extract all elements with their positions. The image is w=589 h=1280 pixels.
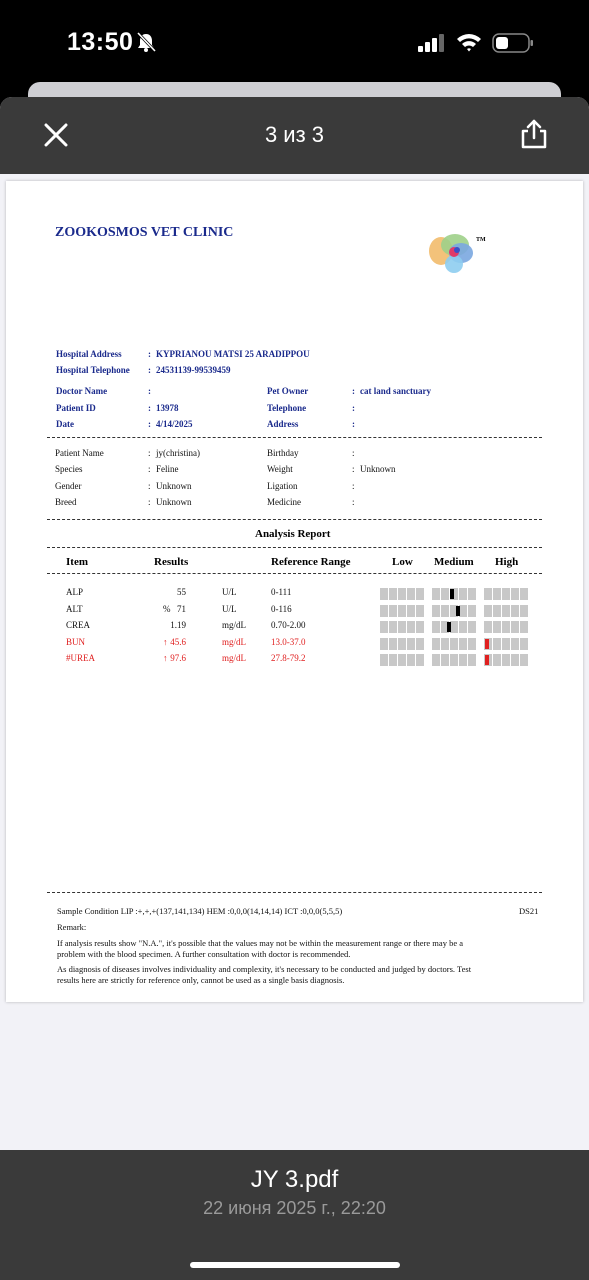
divider bbox=[47, 892, 542, 893]
remark-line: results here are strictly for reference only, cannot be used as a single basis diagnosis. bbox=[57, 975, 345, 985]
share-icon[interactable] bbox=[519, 118, 549, 150]
divider bbox=[47, 547, 542, 548]
level-indicator bbox=[380, 638, 528, 650]
colon: : bbox=[352, 403, 355, 413]
result-unit: mg/dL bbox=[222, 653, 246, 663]
patient-name-label: Patient Name bbox=[55, 448, 104, 458]
level-bar-low bbox=[380, 588, 424, 600]
level-indicator bbox=[380, 654, 528, 666]
colon: : bbox=[352, 497, 355, 507]
silent-bell-icon bbox=[135, 31, 157, 53]
pet-owner: cat land sanctuary bbox=[360, 386, 432, 396]
home-indicator[interactable] bbox=[190, 1262, 400, 1268]
column-results: Results bbox=[154, 556, 189, 568]
column-item: Item bbox=[66, 556, 88, 568]
result-value: 71 bbox=[177, 604, 186, 614]
wifi-icon bbox=[456, 32, 482, 52]
medicine-label: Medicine bbox=[267, 497, 301, 507]
analysis-report-title: Analysis Report bbox=[255, 528, 331, 540]
result-value: 55 bbox=[177, 587, 186, 597]
level-bar-low bbox=[380, 654, 424, 666]
column-reference-range: Reference Range bbox=[271, 556, 351, 568]
date-value: 4/14/2025 bbox=[156, 419, 193, 429]
result-item-name: CREA bbox=[66, 620, 91, 630]
level-bar-medium bbox=[432, 638, 476, 650]
level-marker bbox=[485, 655, 489, 665]
gender: Unknown bbox=[156, 481, 192, 491]
colon: : bbox=[352, 464, 355, 474]
divider bbox=[47, 519, 542, 520]
sample-condition: Sample Condition LIP :+,+,+(137,141,134) HEM :0,0,0(14,14,14) ICT :0,0,0(5,5,5) bbox=[57, 906, 343, 916]
result-item-name: ALP bbox=[66, 587, 84, 597]
cellular-signal-icon bbox=[418, 34, 446, 52]
colon: : bbox=[352, 386, 355, 396]
result-item-name: ALT bbox=[66, 604, 83, 614]
result-flag: ↑ bbox=[163, 637, 168, 647]
result-range: 0-116 bbox=[271, 604, 292, 614]
clinic-name: ZOOKOSMOS VET CLINIC bbox=[55, 225, 234, 240]
page-indicator: 3 из 3 bbox=[264, 122, 325, 147]
hospital-address-label: Hospital Address bbox=[56, 349, 122, 359]
level-bar-low bbox=[380, 638, 424, 650]
result-unit: U/L bbox=[222, 587, 237, 597]
result-item-name: #UREA bbox=[66, 653, 95, 663]
level-bar-low bbox=[380, 621, 424, 633]
colon: : bbox=[352, 448, 355, 458]
weight: Unknown bbox=[360, 464, 396, 474]
birthday-label: Birthday bbox=[267, 448, 299, 458]
hospital-address: KYPRIANOU MATSI 25 ARADIPPOU bbox=[156, 349, 310, 359]
result-value: 97.6 bbox=[170, 653, 186, 663]
result-range: 13.0-37.0 bbox=[271, 637, 306, 647]
divider bbox=[47, 573, 542, 574]
colon: : bbox=[148, 481, 151, 491]
remark-line: If analysis results show "N.A.", it's possible that the values may not be within the measurement range or there may be a bbox=[57, 938, 463, 948]
patient-id-label: Patient ID bbox=[56, 403, 96, 413]
viewer-bottom-bar bbox=[0, 1150, 589, 1280]
level-bar-low bbox=[380, 605, 424, 617]
result-flag: % bbox=[163, 604, 171, 614]
result-value: 1.19 bbox=[170, 620, 186, 630]
remark-line: problem with the blood specimen. A further consultation with doctor is recommended. bbox=[57, 949, 351, 959]
species-label: Species bbox=[55, 464, 83, 474]
telephone-label: Telephone bbox=[267, 403, 307, 413]
pet-owner-label: Pet Owner bbox=[267, 386, 309, 396]
file-date: 22 июня 2025 г., 22:20 bbox=[203, 1198, 386, 1218]
address-label: Address bbox=[267, 419, 299, 429]
colon: : bbox=[352, 419, 355, 429]
colon: : bbox=[148, 365, 151, 375]
column-low: Low bbox=[392, 556, 413, 568]
colon: : bbox=[148, 349, 151, 359]
result-flag: ↑ bbox=[163, 653, 168, 663]
remark-label: Remark: bbox=[57, 922, 87, 932]
device-model: DS21 bbox=[519, 906, 539, 916]
date-label: Date bbox=[56, 419, 74, 429]
level-bar-medium bbox=[432, 621, 476, 633]
level-bar-high bbox=[484, 588, 528, 600]
gender-label: Gender bbox=[55, 481, 82, 491]
colon: : bbox=[148, 419, 151, 429]
battery-icon bbox=[492, 33, 534, 53]
patient-id: 13978 bbox=[156, 403, 179, 413]
breed-label: Breed bbox=[55, 497, 77, 507]
level-marker bbox=[450, 589, 454, 599]
result-range: 0-111 bbox=[271, 587, 292, 597]
result-unit: mg/dL bbox=[222, 637, 246, 647]
level-bar-high bbox=[484, 638, 528, 650]
level-indicator bbox=[380, 588, 528, 600]
level-bar-high bbox=[484, 605, 528, 617]
level-marker bbox=[456, 606, 460, 616]
level-marker bbox=[447, 622, 451, 632]
level-bar-medium bbox=[432, 605, 476, 617]
colon: : bbox=[148, 497, 151, 507]
breed: Unknown bbox=[156, 497, 192, 507]
logo-trademark: TM bbox=[476, 237, 486, 243]
level-bar-high bbox=[484, 621, 528, 633]
result-unit: mg/dL bbox=[222, 620, 246, 630]
patient-name: jy(christina) bbox=[156, 448, 200, 458]
hospital-telephone-label: Hospital Telephone bbox=[56, 365, 130, 375]
weight-label: Weight bbox=[267, 464, 293, 474]
result-unit: U/L bbox=[222, 604, 237, 614]
column-medium: Medium bbox=[434, 556, 474, 568]
doctor-name-label: Doctor Name bbox=[56, 386, 108, 396]
result-range: 0.70-2.00 bbox=[271, 620, 306, 630]
colon: : bbox=[352, 481, 355, 491]
pdf-page[interactable] bbox=[6, 181, 583, 1002]
colon: : bbox=[148, 448, 151, 458]
viewer-top-bar bbox=[0, 97, 589, 174]
colon: : bbox=[148, 464, 151, 474]
result-item-name: BUN bbox=[66, 637, 86, 647]
species: Feline bbox=[156, 464, 179, 474]
level-marker bbox=[485, 639, 489, 649]
ligation-label: Ligation bbox=[267, 481, 298, 491]
result-range: 27.8-79.2 bbox=[271, 653, 306, 663]
file-name: JY 3.pdf bbox=[250, 1166, 339, 1193]
column-high: High bbox=[495, 556, 519, 568]
level-indicator bbox=[380, 605, 528, 617]
level-bar-medium bbox=[432, 654, 476, 666]
hospital-telephone: 24531139-99539459 bbox=[156, 365, 231, 375]
status-time: 13:50 bbox=[67, 28, 134, 56]
remark-line: As diagnosis of diseases involves individuality and complexity, it's necessary to be conducted and judged by doctors. Test bbox=[57, 964, 472, 974]
status-bar bbox=[0, 0, 589, 88]
colon: : bbox=[148, 386, 151, 396]
level-bar-medium bbox=[432, 588, 476, 600]
level-indicator bbox=[380, 621, 528, 633]
level-bar-high bbox=[484, 654, 528, 666]
colon: : bbox=[148, 403, 151, 413]
result-value: 45.6 bbox=[170, 637, 186, 647]
divider bbox=[47, 437, 542, 438]
